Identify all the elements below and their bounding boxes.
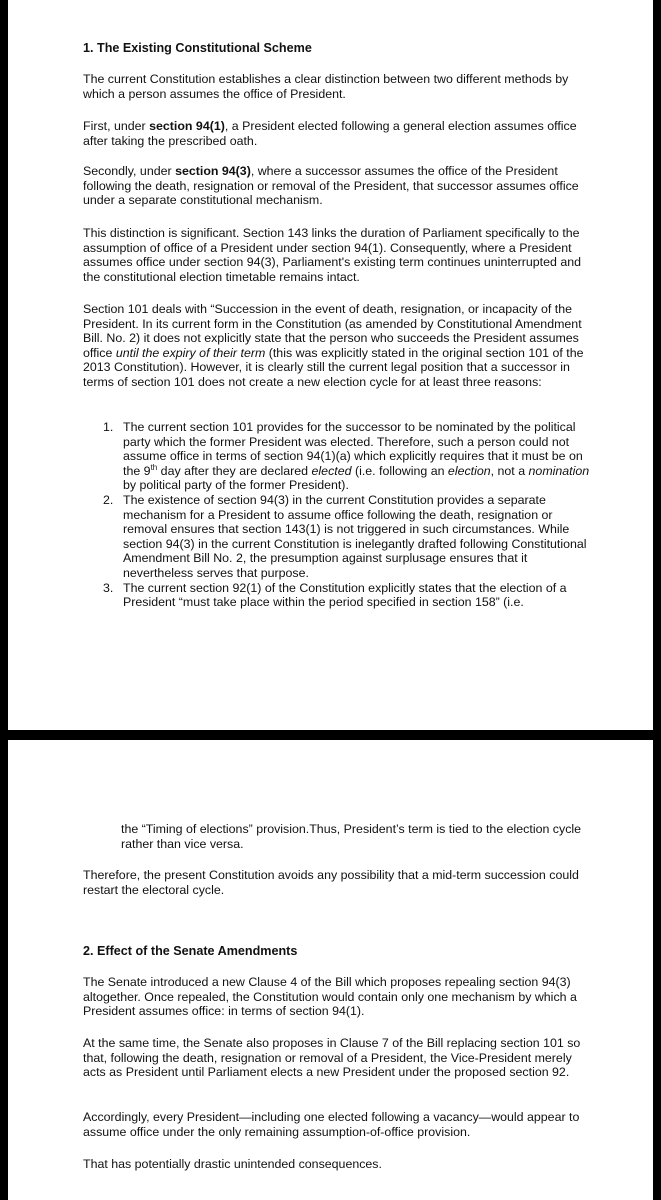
- document-page-2: [8, 740, 653, 1200]
- paragraph: The Senate introduced a new Clause 4 of the Bill which proposes repealing section 94(3) altogether. Once repealed, the Constitution would contain only one mechanism by which a President assumes office: in terms of section 94(1).: [83, 975, 577, 1019]
- text-run: (this was explicitly stated in the original section 101 of the 2013 Constitution). However, it is clearly still the current legal position that a successor in terms of section 101 does not create a new election cycle for at least three reasons:: [83, 345, 584, 389]
- list-number: 1.: [103, 420, 114, 434]
- list-continuation: the “Timing of elections” provision.Thus, President’s term is tied to the election cycle rather than vice versa.: [121, 822, 582, 851]
- text-run: , a President elected following a general election assumes office after taking the prescribed oath.: [83, 119, 577, 148]
- section-heading-2: 2. Effect of the Senate Amendments: [83, 944, 298, 958]
- paragraph: [83, 302, 593, 390]
- paragraph: Accordingly, every President—including one elected following a vacancy—would appear to assume office under the only remaining assumption-of-office provision.: [83, 1110, 580, 1139]
- paragraph: This distinction is significant. Section 143 links the duration of Parliament specifically to the assumption of office of a President under section 94(1). Consequently, where a President assumes office under section 94(3), Parliament's existing term continues uninterrupted and the constitutional election timetable remains intact.: [83, 226, 582, 284]
- text-run: by political party of the former President).: [123, 478, 349, 493]
- emphasis: until the expiry of their term: [115, 345, 266, 360]
- paragraph: [83, 164, 593, 208]
- text-run: , not a: [490, 463, 529, 478]
- superscript: th: [150, 462, 158, 472]
- emphasis: elected: [311, 463, 352, 478]
- text-run: The current section 92(1) of the Constitution explicitly states that the election of a President “must take place within the period specified in section 158” (i.e.: [123, 580, 567, 610]
- paragraph: [83, 119, 593, 148]
- paragraph: The current Constitution establishes a clear distinction between two different methods by which a person assumes the office of President.: [83, 72, 569, 101]
- list-item: [103, 420, 593, 493]
- text-run: The current section 101 provides for the successor to be nominated by the political party which the former President was elected. Therefore, such a person could not assume office in terms of section 94(1)(a) which explicitly requires that it must be on the 9: [123, 420, 583, 478]
- text-run: The existence of section 94(3) in the current Constitution provides a separate mechanism for a President to assume office following the death, resignation or removal ensures that section 143(1) is not triggered in such circumstances. While section 94(3) in the current Constitution is inelegantly drafted following Constitutional Amendment Bill No. 2, the presumption against surplusage ensures that it nevertheless serves that purpose.: [123, 492, 587, 580]
- document-page-1: [8, 0, 653, 730]
- text-run: Secondly, under: [83, 164, 176, 178]
- list-item: [103, 493, 593, 581]
- text-run: (i.e. following an: [351, 463, 448, 478]
- list-item: [103, 581, 593, 610]
- list-number: 3.: [103, 580, 114, 595]
- section-heading-1: 1. The Existing Constitutional Scheme: [83, 41, 312, 55]
- paragraph: At the same time, the Senate also proposes in Clause 7 of the Bill replacing section 101 so that, following the death, resignation or removal of a President, the Vice-President merely acts as President until Parliament elects a new President under the proposed section 92.: [83, 1036, 581, 1080]
- text-run: , where a successor assumes the office of the President following the death, resignation or removal of the President, that successor assumes office under a separate constitutional mechanism.: [83, 164, 579, 208]
- emphasis: election: [447, 463, 491, 478]
- section-reference: section 94(1): [149, 119, 225, 133]
- list-number: 2.: [103, 492, 114, 507]
- text-run: First, under: [83, 119, 150, 133]
- text-run: day after they are declared: [157, 463, 312, 478]
- text-run: Section 101 deals with “Succession in the event of death, resignation, or incapacity of the President. In its current form in the Constitution (as amended by Constitutional Amendment Bill. No. 2) it does not explicitly state that the person who succeeds the President assumes office: [83, 302, 582, 360]
- emphasis: nomination: [528, 463, 590, 478]
- reasons-list: [103, 420, 593, 610]
- paragraph: That has potentially drastic unintended consequences.: [83, 1157, 382, 1171]
- section-reference: section 94(3): [175, 164, 251, 178]
- paragraph: Therefore, the present Constitution avoids any possibility that a mid-term succession could restart the electoral cycle.: [83, 868, 579, 897]
